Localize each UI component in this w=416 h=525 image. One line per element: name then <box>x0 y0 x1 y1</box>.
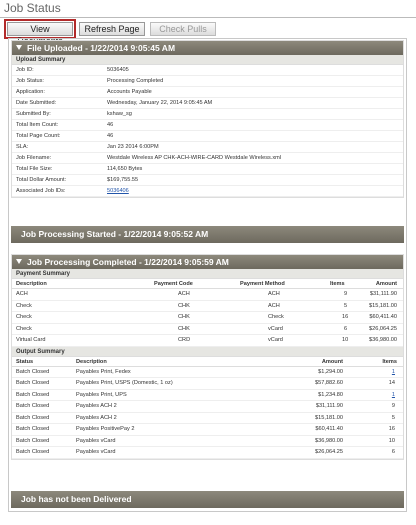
processing-completed-section <box>11 254 404 460</box>
toolbar <box>0 18 416 38</box>
output-table-header: Status Description Amount Items <box>12 357 403 367</box>
table-row: Check CHK Check 16 $60,411.40 <box>12 312 403 324</box>
processing-started-header[interactable]: Job Processing Started - 1/22/2014 9:05:52 AM <box>11 226 404 243</box>
table-row: ACH ACH ACH 9 $31,111.90 <box>12 289 403 301</box>
file-uploaded-section <box>11 40 404 198</box>
associated-job-link[interactable]: 5036406 <box>107 188 129 194</box>
table-row: Batch Closed Payables Print, USPS (Domestic, 1 oz) $57,882.60 14 <box>12 378 403 390</box>
detail-row: Submitted By: kshaw_sg <box>12 109 403 120</box>
detail-row: Application: Accounts Payable <box>12 87 403 98</box>
table-row: Batch Closed Payables Print, Fedex $1,294.00 1 <box>12 367 403 379</box>
detail-row: Job Filename: Westdale Wireless AP CHK-ACH-WIRE-CARD Westdale Wireless.xml <box>12 153 403 164</box>
not-delivered-header[interactable]: Job has not been Delivered <box>11 491 404 508</box>
table-row: Batch Closed Payables vCard $26,064.25 6 <box>12 447 403 459</box>
items-link[interactable]: 1 <box>391 368 395 375</box>
table-row: Batch Closed Payables vCard $36,980.00 10 <box>12 436 403 448</box>
detail-row: Associated Job IDs: 5036406 <box>12 186 403 197</box>
detail-row: SLA: Jan 23 2014 6:00PM <box>12 142 403 153</box>
table-row: Check CHK ACH 5 $15,181.00 <box>12 301 403 313</box>
detail-row: Total Page Count: 46 <box>12 131 403 142</box>
check-pulls-button[interactable]: Check Pulls <box>150 22 216 36</box>
refresh-page-button[interactable]: Refresh Page <box>79 22 145 36</box>
window-title: Job Status <box>4 1 61 15</box>
detail-row: Date Submitted: Wednesday, January 22, 2014 9:05:45 AM <box>12 98 403 109</box>
payment-table-header: Description Payment Code Payment Method Items Amount <box>12 279 403 289</box>
table-row: Virtual Card CRD vCard 10 $36,980.00 <box>12 335 403 347</box>
detail-row: Job ID: 5036405 <box>12 65 403 76</box>
output-summary-header: Output Summary <box>12 347 403 357</box>
table-row: Batch Closed Payables ACH 2 $15,181.00 5 <box>12 413 403 425</box>
table-row: Batch Closed Payables Print, UPS $1,234.80 1 <box>12 390 403 402</box>
detail-row: Total File Size: 114,650 Bytes <box>12 164 403 175</box>
processing-completed-header[interactable]: Job Processing Completed - 1/22/2014 9:05:59 AM <box>12 255 403 269</box>
file-uploaded-header[interactable]: File Uploaded - 1/22/2014 9:05:45 AM <box>12 41 403 55</box>
table-row: Batch Closed Payables PositivePay 2 $60,411.40 16 <box>12 424 403 436</box>
collapse-triangle-icon <box>16 259 22 264</box>
title-bar <box>0 0 416 18</box>
detail-row: Total Dollar Amount: $169,755.55 <box>12 175 403 186</box>
detail-row: Job Status: Processing Completed <box>12 76 403 87</box>
view-documents-button[interactable]: View <box>7 22 73 36</box>
payment-summary-header: Payment Summary <box>12 269 403 279</box>
table-row: Batch Closed Payables ACH 2 $31,111.90 9 <box>12 401 403 413</box>
upload-summary-header: Upload Summary <box>12 55 403 65</box>
collapse-triangle-icon <box>16 45 22 50</box>
table-row: Check CHK vCard 6 $26,064.25 <box>12 324 403 336</box>
items-link[interactable]: 1 <box>391 391 395 398</box>
detail-row: Total Item Count: 46 <box>12 120 403 131</box>
